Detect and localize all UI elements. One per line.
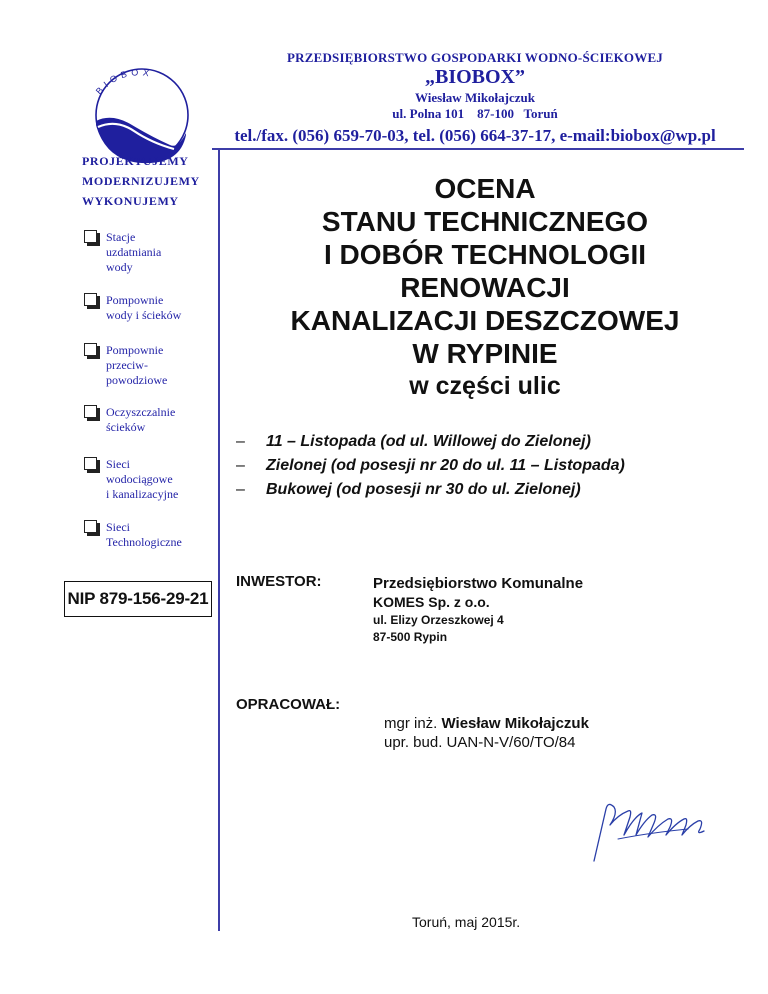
author-line — [384, 715, 589, 732]
author-name: Wiesław Mikołajczuk — [441, 715, 589, 732]
slogan-wykonujemy: WYKONUJEMY — [82, 194, 179, 208]
author-license: upr. bud. UAN-N-V/60/TO/84 — [384, 734, 576, 751]
service-label: Pompownie — [106, 343, 164, 357]
service-label: wody i ścieków — [106, 308, 182, 322]
vertical-rule — [218, 148, 220, 931]
investor-line: Przedsiębiorstwo Komunalne — [373, 575, 584, 592]
title-line: I DOBÓR TECHNOLOGII — [324, 239, 646, 270]
service-label: Sieci — [106, 457, 130, 471]
signature — [588, 795, 718, 865]
service-label: powodziowe — [106, 373, 168, 387]
checkbox-icon — [84, 457, 97, 470]
street-text: 11 – Listopada (od ul. Willowej do Zielonej) — [266, 433, 591, 450]
service-label: Pompownie — [106, 293, 164, 307]
service-label: Oczyszczalnie — [106, 405, 176, 419]
document-title — [225, 172, 745, 403]
service-label: przeciw- — [106, 358, 148, 372]
service-label: Stacje — [106, 230, 136, 244]
title-line: W RYPINIE — [412, 338, 558, 369]
company-name: „BIOBOX” — [424, 66, 526, 88]
header-rule — [212, 148, 744, 150]
list-dash: – — [236, 481, 245, 498]
company-line: PRZEDSIĘBIORSTWO GOSPODARKI WODNO-ŚCIEKOWEJ — [286, 50, 664, 65]
service-label: i kanalizacyjne — [106, 487, 179, 501]
investor-line: 87-500 Rypin — [373, 630, 448, 644]
owner-name: Wiesław Mikołajczuk — [414, 90, 535, 105]
slogan-projektujemy: PROJEKTUJEMY — [82, 154, 189, 168]
service-label: uzdatniania — [106, 245, 162, 259]
company-address: ul. Polna 101 87-100 Toruń — [392, 106, 558, 121]
service-label: Technologiczne — [106, 535, 182, 549]
slogan-modernizujemy: MODERNIZUJEMY — [82, 174, 200, 188]
title-line: OCENA — [434, 173, 536, 204]
service-label: ścieków — [106, 420, 146, 434]
list-dash: – — [236, 457, 245, 474]
checkbox-icon — [84, 230, 97, 243]
service-label: wody — [106, 260, 133, 274]
list-dash: – — [236, 433, 245, 450]
checkbox-icon — [84, 405, 97, 418]
svg-text:BIOBOX — [94, 67, 154, 96]
service-label: Sieci — [106, 520, 130, 534]
logo-text: BIOBOX — [93, 67, 154, 97]
service-label: wodociągowe — [106, 472, 173, 486]
investor-label: INWESTOR: — [236, 573, 322, 590]
checkbox-icon — [84, 343, 97, 356]
title-line: STANU TECHNICZNEGO — [321, 206, 649, 237]
nip-box: NIP 879-156-29-21 — [64, 581, 212, 617]
street-text: Bukowej (od posesji nr 30 do ul. Zielonej) — [266, 481, 581, 498]
title-line: RENOWACJI — [400, 272, 570, 303]
author-label: OPRACOWAŁ: — [236, 696, 341, 713]
title-line: KANALIZACJI DESZCZOWEJ — [290, 305, 680, 336]
contact-line: tel./fax. (056) 659-70-03, tel. (056) 664-37-17, e-mail:biobox@wp.pl — [234, 126, 716, 145]
place-date: Toruń, maj 2015r. — [412, 914, 521, 930]
investor-line: KOMES Sp. z o.o. — [373, 594, 490, 610]
title-subline: w części ulic — [409, 372, 561, 400]
street-text: Zielonej (od posesji nr 20 do ul. 11 – Listopada) — [266, 457, 625, 474]
checkbox-icon — [84, 520, 97, 533]
checkbox-icon — [84, 293, 97, 306]
author-title: mgr inż. — [384, 715, 438, 732]
investor-line: ul. Elizy Orzeszkowej 4 — [373, 613, 504, 627]
